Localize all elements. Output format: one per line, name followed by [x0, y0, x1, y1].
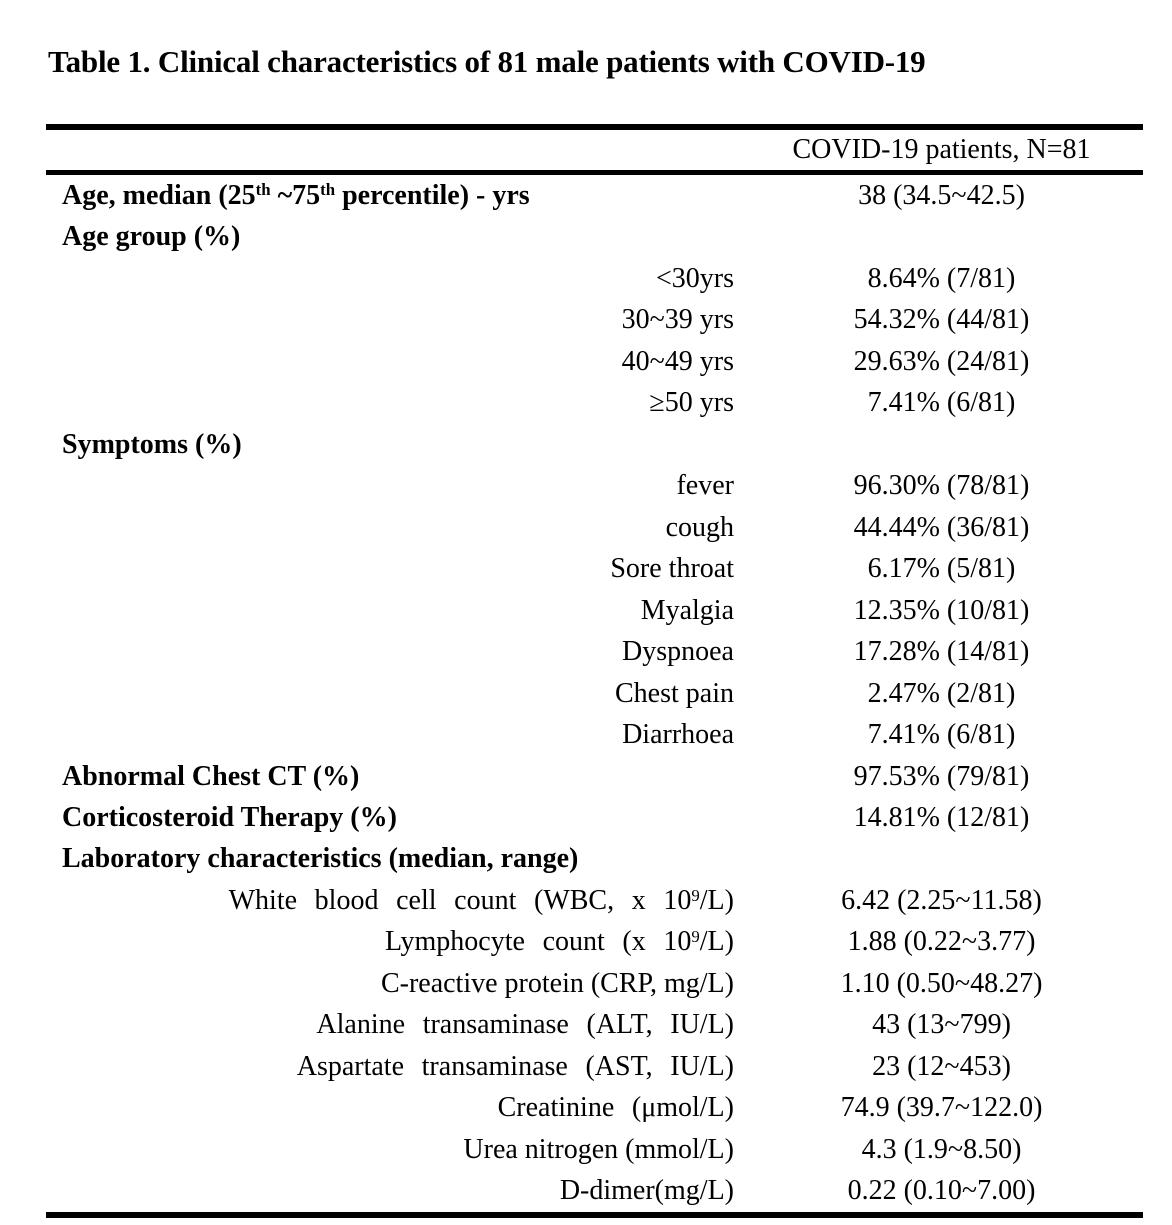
row-value: 2.47% (2/81): [867, 677, 1016, 709]
table-row: [46, 465, 1143, 506]
row-value: 1.88 (0.22~3.77): [847, 926, 1036, 958]
table-title: Table 1. Clinical characteristics of 81 male patients with COVID-19: [48, 44, 926, 79]
row-label: fever: [676, 470, 734, 502]
table-row: [46, 922, 1143, 963]
row-label: Abnormal Chest CT (%): [62, 760, 360, 792]
row-label: Sore throat: [610, 553, 734, 585]
row-label: 40~49 yrs: [621, 345, 734, 377]
row-value: 38 (34.5~42.5): [858, 179, 1025, 211]
row-value: 0.22 (0.10~7.00): [847, 1175, 1036, 1207]
row-label: <30yrs: [655, 262, 734, 294]
row-value: 8.64% (7/81): [867, 262, 1016, 294]
row-label: Symptoms (%): [62, 428, 242, 460]
row-label: Laboratory characteristics (median, range): [62, 843, 579, 875]
table-row: [46, 797, 1143, 838]
table-row: [46, 714, 1143, 755]
row-label: Lymphocyte count (x $10^9/L$): [384, 926, 734, 958]
row-value: 6.17% (5/81): [867, 553, 1016, 585]
row-label: Chest pain: [615, 677, 734, 709]
row-value: 4.3 (1.9~8.50): [861, 1133, 1022, 1165]
row-label: Myalgia: [640, 594, 734, 626]
row-label: Diarrhoea: [622, 719, 734, 751]
table-row: [46, 756, 1143, 797]
row-value: 12.35% (10/81): [853, 594, 1030, 626]
row-label: Alanine transaminase (ALT, IU/L): [316, 1009, 734, 1041]
row-label: Aspartate transaminase (AST, IU/L): [296, 1050, 734, 1082]
row-label: D-dimer(mg/L): [559, 1175, 734, 1207]
row-value: 7.41% (6/81): [867, 719, 1016, 751]
row-label: C-reactive protein (CRP, mg/L): [380, 967, 734, 999]
table-row: [46, 548, 1143, 589]
row-value: 97.53% (79/81): [853, 760, 1030, 792]
table-row: [46, 382, 1143, 423]
row-label: Corticosteroid Therapy (%): [62, 802, 397, 833]
row-label: Urea nitrogen (mmol/L): [463, 1133, 734, 1165]
row-label: Dyspnoea: [622, 636, 734, 668]
header-column-label: COVID-19 patients, N=81: [792, 134, 1091, 165]
row-label: cough: [665, 511, 734, 543]
table-rows: [46, 175, 1143, 1212]
table-row: [46, 1046, 1143, 1087]
table-row: [46, 424, 1143, 465]
table-row: [46, 590, 1143, 631]
row-value: 14.81% (12/81): [853, 802, 1030, 833]
table-row: [46, 1171, 1143, 1212]
bottom-rule: [46, 1212, 1143, 1218]
table-row: [46, 299, 1143, 340]
row-label: 30~39 yrs: [621, 304, 734, 336]
table-row: [46, 839, 1143, 880]
table-row: [46, 1088, 1143, 1129]
row-label: Creatinine (μmol/L): [497, 1092, 734, 1124]
table-header-row: [46, 130, 1143, 170]
table-row: [46, 175, 1143, 216]
table-row: [46, 1005, 1143, 1046]
table-row: [46, 216, 1143, 257]
row-label: Age group (%): [62, 221, 241, 253]
table-row: [46, 258, 1143, 299]
table-row: [46, 507, 1143, 548]
row-value: 44.44% (36/81): [853, 511, 1030, 543]
row-value: 43 (13~799): [872, 1009, 1011, 1041]
row-label: White blood cell count (WBC, x $10^9/L$): [228, 884, 734, 916]
row-value: 96.30% (78/81): [853, 470, 1030, 502]
row-value: 54.32% (44/81): [853, 304, 1030, 336]
table-row: [46, 673, 1143, 714]
row-label: Age, median (25th ~75th percentile) - yrs: [62, 179, 530, 211]
clinical-characteristics-table: [46, 124, 1143, 1218]
row-value: 7.41% (6/81): [867, 387, 1016, 419]
table-row: [46, 963, 1143, 1004]
row-value: 23 (12~453): [872, 1050, 1011, 1082]
row-value: 17.28% (14/81): [853, 636, 1030, 668]
table-row: [46, 880, 1143, 921]
row-value: 1.10 (0.50~48.27): [840, 967, 1043, 999]
row-value: 6.42 (2.25~11.58): [841, 884, 1042, 916]
row-label: ≥50 yrs: [649, 387, 734, 419]
table-row: [46, 1129, 1143, 1170]
row-value: 29.63% (24/81): [853, 345, 1030, 377]
row-value: 74.9 (39.7~122.0): [840, 1092, 1043, 1124]
table-row: [46, 631, 1143, 672]
table-row: [46, 341, 1143, 382]
